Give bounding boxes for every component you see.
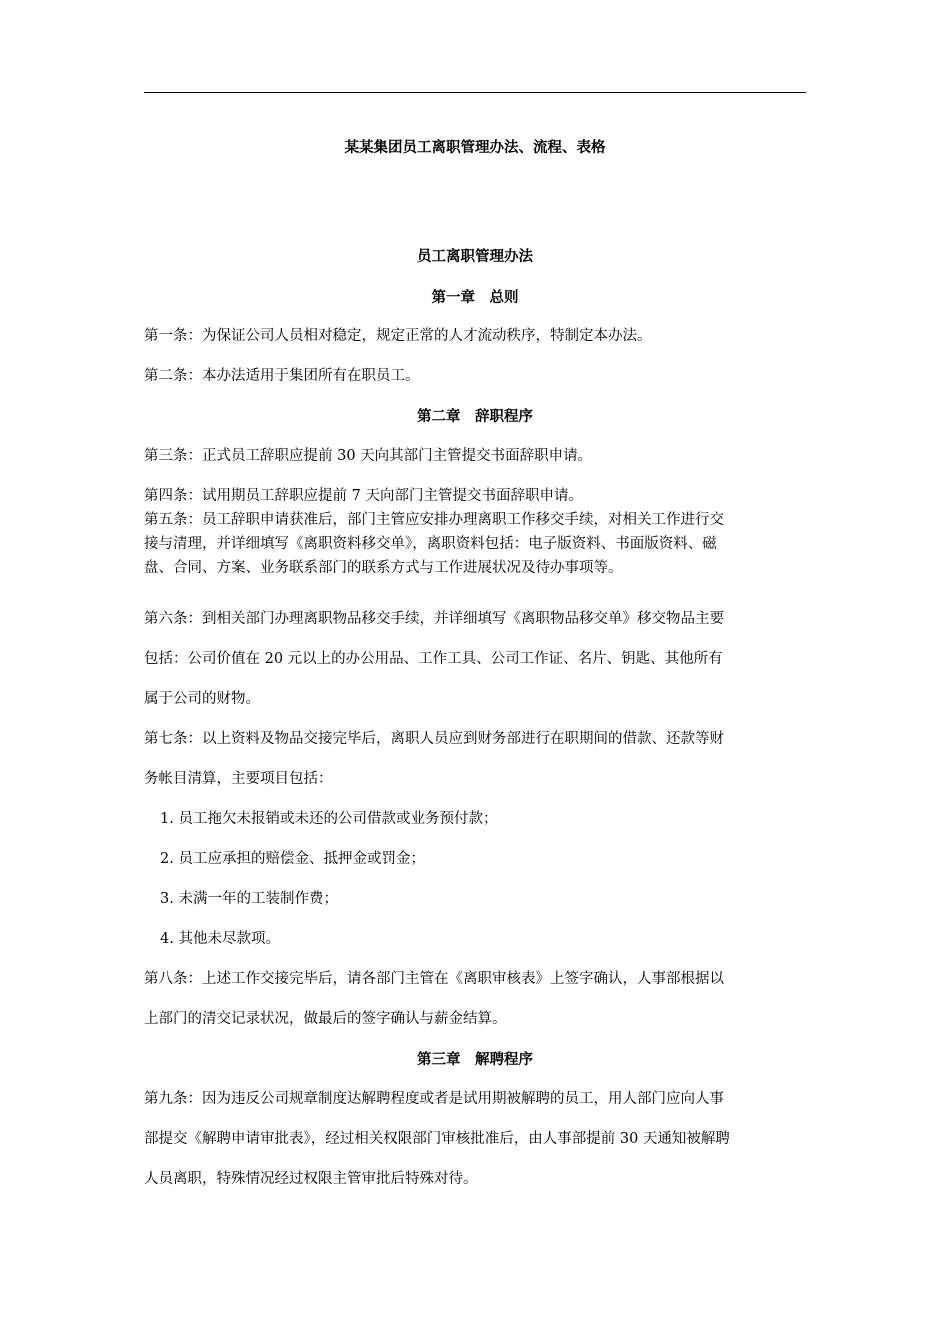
- article-4: 第四条：试用期员工辞职应提前 7 天向部门主管提交书面辞职申请。: [144, 488, 583, 504]
- article-9-line-1: 第九条：因为违反公司规章制度达解聘程度或者是试用期被解聘的员工，用人部门应向人事: [144, 1091, 724, 1107]
- article-3: 第三条：正式员工辞职应提前 30 天向其部门主管提交书面辞职申请。: [144, 448, 593, 464]
- list-item: 1. 员工拖欠未报销或未还的公司借款或业务预付款；: [160, 811, 498, 827]
- chapter-2-heading: 第二章 辞职程序: [417, 408, 533, 425]
- article-6-line-1: 第六条：到相关部门办理离职物品移交手续，并详细填写《离职物品移交单》移交物品主要: [144, 611, 724, 627]
- article-5-line-2: 接与清理，并详细填写《离职资料移交单》，离职资料包括：电子版资料、书面版资料、磁: [144, 536, 717, 552]
- section-title: 员工离职管理办法: [417, 248, 533, 265]
- article-7-line-1: 第七条：以上资料及物品交接完毕后，离职人员应到财务部进行在职期间的借款、还款等财: [144, 731, 724, 747]
- article-5-line-3: 盘、合同、方案、业务联系部门的联系方式与工作进展状况及待办事项等。: [144, 560, 623, 576]
- list-item: 4. 其他未尽款项。: [160, 931, 280, 947]
- document-title: 某某集团员工离职管理办法、流程、表格: [344, 139, 606, 156]
- header-rule: [144, 92, 806, 93]
- article-1: 第一条：为保证公司人员相对稳定，规定正常的人才流动秩序，特制定本办法。: [144, 328, 652, 344]
- article-9-line-3: 人员离职，特殊情况经过权限主管审批后特殊对待。: [144, 1171, 478, 1187]
- article-2: 第二条：本办法适用于集团所有在职员工。: [144, 368, 420, 384]
- article-5-line-1: 第五条：员工辞职申请获准后，部门主管应安排办理离职工作移交手续，对相关工作进行交: [144, 512, 724, 528]
- chapter-3-heading: 第三章 解聘程序: [417, 1051, 533, 1068]
- article-8-line-2: 上部门的清交记录状况，做最后的签字确认与薪金结算。: [144, 1011, 507, 1027]
- chapter-1-heading: 第一章 总则: [431, 289, 519, 306]
- article-8-line-1: 第八条：上述工作交接完毕后，请各部门主管在《离职审核表》上签字确认，人事部根据以: [144, 971, 724, 987]
- list-item: 3. 未满一年的工装制作费；: [160, 891, 338, 907]
- article-6-line-2: 包括：公司价值在 20 元以上的办公用品、工作工具、公司工作证、名片、钥匙、其他所有: [144, 651, 723, 667]
- article-9-line-2: 部提交《解聘申请审批表》，经过相关权限部门审核批准后，由人事部提前 30 天通知被解聘: [144, 1131, 730, 1147]
- article-6-line-3: 属于公司的财物。: [144, 691, 260, 707]
- article-7-line-2: 务帐目清算，主要项目包括：: [144, 771, 333, 787]
- list-item: 2. 员工应承担的赔偿金、抵押金或罚金；: [160, 851, 425, 867]
